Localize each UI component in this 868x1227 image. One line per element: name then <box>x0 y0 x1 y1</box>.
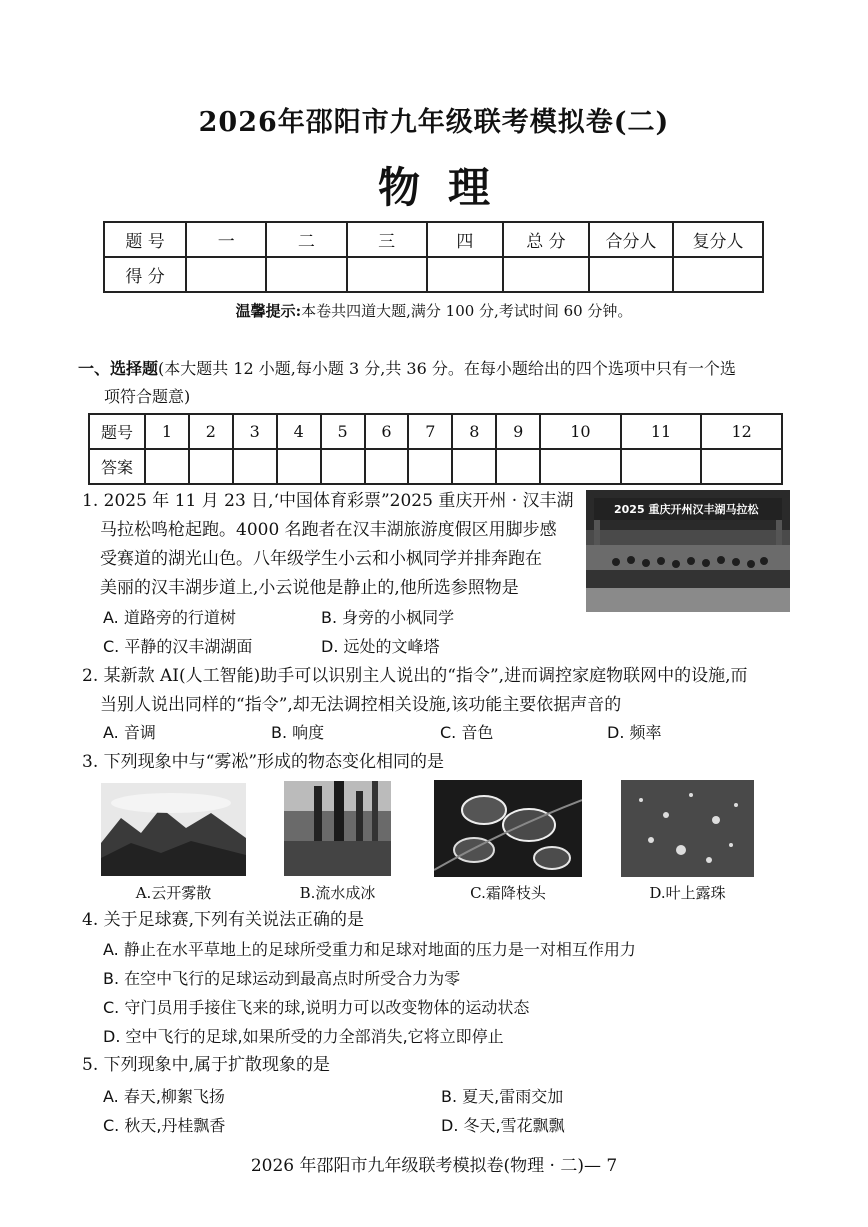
answer-number: 8 <box>452 414 496 449</box>
answer-cell[interactable] <box>277 449 321 484</box>
q1-option-a: A. 道路旁的行道树 <box>103 608 236 627</box>
question-3: 3. 下列现象中与“雾凇”形成的物态变化相同的是 <box>82 752 445 772</box>
score-header-cell: 总 分 <box>503 222 589 257</box>
answer-cell[interactable] <box>233 449 277 484</box>
q5-option-b: B. 夏天,雷雨交加 <box>441 1087 564 1106</box>
answer-cell[interactable] <box>540 449 621 484</box>
q2-option-d: D. 频率 <box>607 723 662 742</box>
score-row-label: 得 分 <box>104 257 186 292</box>
q1-option-d: D. 远处的文峰塔 <box>321 637 440 656</box>
answer-number: 1 <box>145 414 189 449</box>
answer-cell[interactable] <box>321 449 365 484</box>
q4-option-c: C. 守门员用手接住飞来的球,说明力可以改变物体的运动状态 <box>103 998 530 1017</box>
score-cell[interactable] <box>186 257 266 292</box>
page-footer: 2026 年邵阳市九年级联考模拟卷(物理 · 二)— 7 <box>250 1156 618 1176</box>
cloud-fog-photo <box>101 783 246 876</box>
question-2-line: 当别人说出同样的“指令”,却无法调控相关设施,该功能主要依据声音的 <box>100 695 622 715</box>
answer-number: 5 <box>321 414 365 449</box>
photo-banner-text: 2025 重庆开州汉丰湖马拉松 <box>614 503 759 516</box>
q2-option-a: A. 音调 <box>103 723 156 742</box>
score-header-cell: 四 <box>427 222 503 257</box>
question-1-line: 1. 2025 年 11 月 23 日,‘中国体育彩票”2025 重庆开州 · 汉丰湖 <box>82 491 574 511</box>
answer-number: 2 <box>189 414 233 449</box>
answer-number: 4 <box>277 414 321 449</box>
question-1 <box>82 487 582 603</box>
subject-title: 物理 <box>377 163 518 212</box>
q4-option-a: A. 静止在水平草地上的足球所受重力和足球对地面的压力是一对相互作用力 <box>103 940 636 959</box>
frozen-stream-photo <box>284 781 391 876</box>
answer-number: 12 <box>701 414 782 449</box>
question-1-line: 美丽的汉丰湖步道上,小云说他是静止的,他所选参照物是 <box>100 578 519 598</box>
q1-option-c: C. 平静的汉丰湖湖面 <box>103 637 253 656</box>
q4-option-d: D. 空中飞行的足球,如果所受的力全部消失,它将立即停止 <box>103 1027 504 1046</box>
answer-number: 7 <box>408 414 452 449</box>
section-title: 一、选择题 <box>78 359 159 378</box>
answer-row-label: 答案 <box>89 449 145 484</box>
question-2-line: 2. 某新款 AI(人工智能)助手可以识别主人说出的“指令”,进而调控家庭物联网中的设施,而 <box>82 666 748 686</box>
q2-option-b: B. 响度 <box>271 723 325 742</box>
answer-cell[interactable] <box>145 449 189 484</box>
marathon-photo <box>586 490 790 612</box>
score-cell[interactable] <box>589 257 673 292</box>
answer-number: 9 <box>496 414 540 449</box>
q3-caption-c: C.霜降枝头 <box>470 884 546 902</box>
answer-cell[interactable] <box>365 449 409 484</box>
answer-table <box>88 413 783 485</box>
score-header-cell: 合分人 <box>589 222 673 257</box>
answer-number: 6 <box>365 414 409 449</box>
answer-number: 3 <box>233 414 277 449</box>
section-desc-2: 项符合题意) <box>104 387 191 406</box>
section-heading <box>78 355 798 411</box>
q4-option-b: B. 在空中飞行的足球运动到最高点时所受合力为零 <box>103 969 461 988</box>
tip-label: 温馨提示: <box>235 302 302 320</box>
exam-title: 2026年邵阳市九年级联考模拟卷(二) <box>198 107 670 138</box>
q5-option-a: A. 春天,柳絮飞扬 <box>103 1087 225 1106</box>
answer-number: 10 <box>540 414 621 449</box>
question-5: 5. 下列现象中,属于扩散现象的是 <box>82 1055 331 1075</box>
tip-text: 本卷共四道大题,满分 100 分,考试时间 60 分钟。 <box>301 302 633 320</box>
section-desc: (本大题共 12 小题,每小题 3 分,共 36 分。在每小题给出的四个选项中只有一个选 <box>158 359 736 378</box>
score-header-cell: 一 <box>186 222 266 257</box>
frost-leaves-photo <box>434 780 582 877</box>
question-4: 4. 关于足球赛,下列有关说法正确的是 <box>82 910 365 930</box>
score-cell[interactable] <box>347 257 427 292</box>
score-header-cell: 复分人 <box>673 222 763 257</box>
score-header-cell: 题 号 <box>104 222 186 257</box>
q2-option-c: C. 音色 <box>440 723 494 742</box>
answer-cell[interactable] <box>189 449 233 484</box>
question-2 <box>82 662 802 720</box>
answer-cell[interactable] <box>621 449 702 484</box>
question-1-line: 受赛道的湖光山色。八年级学生小云和小枫同学并排奔跑在 <box>100 549 542 569</box>
score-table <box>103 221 764 293</box>
score-header-cell: 二 <box>266 222 346 257</box>
q3-caption-d: D.叶上露珠 <box>649 884 726 902</box>
dewdrop-leaf-photo <box>621 780 754 877</box>
exam-tip <box>0 300 868 321</box>
score-cell[interactable] <box>266 257 346 292</box>
answer-cell[interactable] <box>408 449 452 484</box>
score-header-cell: 三 <box>347 222 427 257</box>
answer-cell[interactable] <box>452 449 496 484</box>
q1-option-b: B. 身旁的小枫同学 <box>321 608 455 627</box>
question-1-line: 马拉松鸣枪起跑。4000 名跑者在汉丰湖旅游度假区用脚步感 <box>100 520 557 540</box>
q5-option-d: D. 冬天,雪花飘飘 <box>441 1116 565 1135</box>
answer-row-label: 题号 <box>89 414 145 449</box>
answer-cell[interactable] <box>496 449 540 484</box>
q3-caption-a: A.云开雾散 <box>135 884 212 902</box>
answer-cell[interactable] <box>701 449 782 484</box>
q3-caption-b: B.流水成冰 <box>299 884 376 902</box>
score-cell[interactable] <box>673 257 763 292</box>
score-cell[interactable] <box>503 257 589 292</box>
answer-number: 11 <box>621 414 702 449</box>
q5-option-c: C. 秋天,丹桂飘香 <box>103 1116 226 1135</box>
score-cell[interactable] <box>427 257 503 292</box>
